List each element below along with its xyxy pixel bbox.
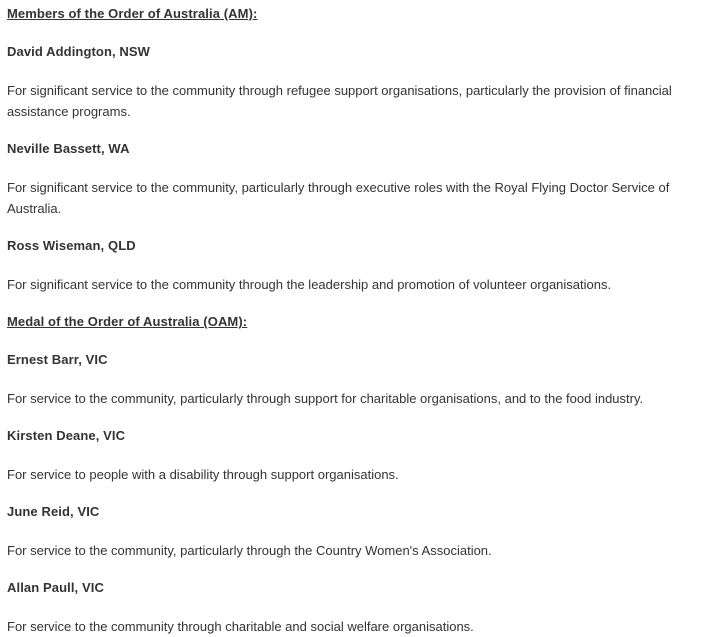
honouree-name: Kirsten Deane, VIC [7, 428, 126, 443]
honouree-citation: For service to the community, particularly through the Country Women's Association. [7, 543, 492, 558]
honouree-name: David Addington, NSW [7, 44, 151, 59]
honouree-entry [7, 578, 697, 637]
honouree-name: Ernest Barr, VIC [7, 352, 108, 367]
section-heading-oam: Medal of the Order of Australia (OAM): [7, 314, 248, 329]
honouree-name: Neville Bassett, WA [7, 141, 130, 156]
honouree-name: June Reid, VIC [7, 504, 100, 519]
honouree-citation: For significant service to the community through the leadership and promotion of volunteer organisations. [7, 277, 612, 292]
section-heading-am: Members of the Order of Australia (AM): [7, 6, 258, 21]
honouree-citation: For service to the community through charitable and social welfare organisations. [7, 619, 474, 634]
honouree-entry [7, 139, 697, 219]
honouree-entry [7, 426, 697, 485]
honouree-entry [7, 350, 697, 409]
honouree-entry [7, 502, 697, 561]
honouree-citation: For significant service to the community through refugee support organisations, particularly the provision of financial assistance programs. [7, 83, 672, 119]
honouree-entry [7, 42, 697, 122]
honouree-citation: For significant service to the community, particularly through executive roles with the Royal Flying Doctor Service of Australia. [7, 180, 670, 216]
honours-section-oam [7, 312, 697, 637]
honours-section-am [7, 4, 697, 295]
honouree-name: Ross Wiseman, QLD [7, 238, 136, 253]
honouree-citation: For service to people with a disability through support organisations. [7, 467, 399, 482]
honouree-entry [7, 236, 697, 295]
honouree-citation: For service to the community, particularly through support for charitable organisations, and to the food industry. [7, 391, 644, 406]
honouree-name: Allan Paull, VIC [7, 580, 104, 595]
